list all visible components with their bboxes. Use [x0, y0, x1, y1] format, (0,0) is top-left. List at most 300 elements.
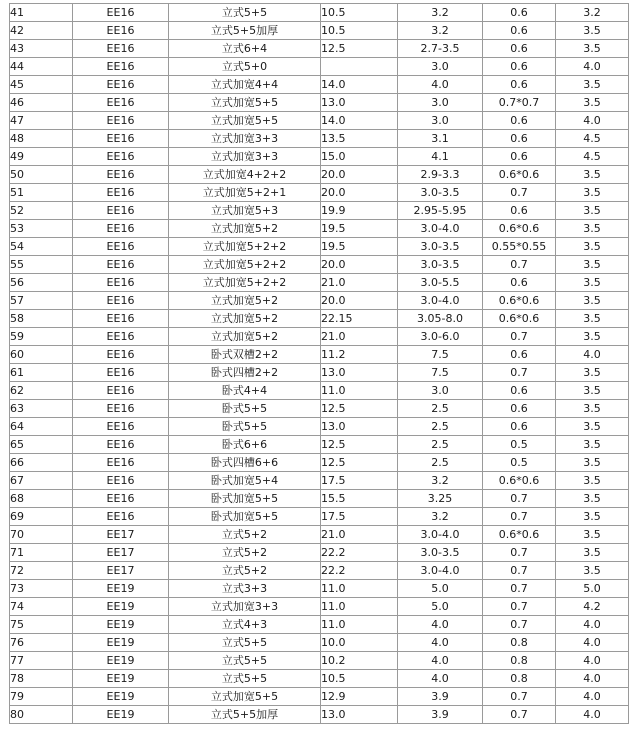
value-b-cell: 3.1 [398, 130, 483, 148]
row-number: 65 [10, 436, 73, 454]
value-b-cell: 3.2 [398, 4, 483, 22]
type-cell: 卧式5+5 [169, 400, 321, 418]
value-b-cell: 2.5 [398, 400, 483, 418]
type-cell: 卧式加宽5+5 [169, 490, 321, 508]
model-cell: EE19 [73, 706, 169, 724]
value-a-cell: 13.0 [321, 94, 398, 112]
type-cell: 立式加宽5+2 [169, 220, 321, 238]
model-cell: EE16 [73, 454, 169, 472]
value-b-cell: 3.0-3.5 [398, 184, 483, 202]
value-a-cell: 21.0 [321, 274, 398, 292]
table-row [10, 580, 629, 598]
model-cell: EE16 [73, 256, 169, 274]
model-cell: EE19 [73, 616, 169, 634]
value-b-cell: 5.0 [398, 598, 483, 616]
table-row [10, 148, 629, 166]
model-cell: EE16 [73, 148, 169, 166]
table-row [10, 418, 629, 436]
type-cell: 立式加宽5+2+1 [169, 184, 321, 202]
value-d-cell: 3.5 [556, 94, 629, 112]
value-b-cell: 3.25 [398, 490, 483, 508]
value-b-cell: 3.0-3.5 [398, 256, 483, 274]
value-c-cell: 0.6 [483, 22, 556, 40]
type-cell: 立式加宽3+3 [169, 598, 321, 616]
value-d-cell: 3.5 [556, 184, 629, 202]
table-row [10, 166, 629, 184]
value-c-cell: 0.55*0.55 [483, 238, 556, 256]
value-a-cell: 12.5 [321, 400, 398, 418]
row-number: 55 [10, 256, 73, 274]
value-b-cell: 3.0-4.0 [398, 220, 483, 238]
type-cell: 立式5+2 [169, 526, 321, 544]
row-number: 68 [10, 490, 73, 508]
model-cell: EE16 [73, 328, 169, 346]
value-c-cell: 0.6 [483, 346, 556, 364]
table-row [10, 562, 629, 580]
type-cell: 立式加宽3+3 [169, 130, 321, 148]
row-number: 78 [10, 670, 73, 688]
value-b-cell: 3.0-3.5 [398, 238, 483, 256]
row-number: 50 [10, 166, 73, 184]
type-cell: 立式加宽5+2+2 [169, 256, 321, 274]
value-a-cell: 13.5 [321, 130, 398, 148]
value-d-cell: 3.5 [556, 490, 629, 508]
value-b-cell: 3.0-6.0 [398, 328, 483, 346]
row-number: 51 [10, 184, 73, 202]
model-cell: EE19 [73, 634, 169, 652]
value-c-cell: 0.6 [483, 112, 556, 130]
table-row [10, 346, 629, 364]
value-a-cell: 13.0 [321, 418, 398, 436]
value-b-cell: 3.0-3.5 [398, 544, 483, 562]
value-b-cell: 2.5 [398, 454, 483, 472]
value-c-cell: 0.7 [483, 688, 556, 706]
table-row [10, 652, 629, 670]
value-b-cell: 3.0-4.0 [398, 562, 483, 580]
value-c-cell: 0.6 [483, 4, 556, 22]
type-cell: 卧式5+5 [169, 418, 321, 436]
model-cell: EE16 [73, 364, 169, 382]
value-b-cell: 4.0 [398, 670, 483, 688]
type-cell: 卧式双槽2+2 [169, 346, 321, 364]
value-a-cell: 11.0 [321, 598, 398, 616]
value-d-cell: 4.0 [556, 58, 629, 76]
value-a-cell: 15.0 [321, 148, 398, 166]
model-cell: EE17 [73, 526, 169, 544]
value-d-cell: 3.5 [556, 562, 629, 580]
value-a-cell: 19.5 [321, 238, 398, 256]
value-a-cell: 13.0 [321, 706, 398, 724]
model-cell: EE17 [73, 562, 169, 580]
value-a-cell: 21.0 [321, 328, 398, 346]
type-cell: 立式5+5加厚 [169, 22, 321, 40]
model-cell: EE16 [73, 382, 169, 400]
model-cell: EE16 [73, 184, 169, 202]
value-c-cell: 0.7 [483, 328, 556, 346]
value-c-cell: 0.6 [483, 202, 556, 220]
value-c-cell: 0.7 [483, 184, 556, 202]
value-c-cell: 0.7 [483, 508, 556, 526]
value-c-cell: 0.7 [483, 706, 556, 724]
value-b-cell: 3.0-4.0 [398, 292, 483, 310]
table-row [10, 238, 629, 256]
type-cell: 立式4+3 [169, 616, 321, 634]
type-cell: 立式5+2 [169, 544, 321, 562]
value-a-cell: 11.0 [321, 616, 398, 634]
type-cell: 立式加宽4+4 [169, 76, 321, 94]
spec-table [9, 3, 629, 724]
type-cell: 立式5+5 [169, 670, 321, 688]
value-c-cell: 0.6 [483, 40, 556, 58]
value-d-cell: 3.5 [556, 508, 629, 526]
value-d-cell: 3.5 [556, 40, 629, 58]
value-c-cell: 0.6 [483, 148, 556, 166]
value-d-cell: 3.5 [556, 436, 629, 454]
value-d-cell: 3.2 [556, 4, 629, 22]
model-cell: EE16 [73, 472, 169, 490]
type-cell: 立式5+0 [169, 58, 321, 76]
table-row [10, 112, 629, 130]
value-d-cell: 3.5 [556, 76, 629, 94]
table-body [10, 4, 629, 724]
value-d-cell: 4.2 [556, 598, 629, 616]
value-b-cell: 3.9 [398, 688, 483, 706]
table-row [10, 688, 629, 706]
table-row [10, 292, 629, 310]
value-d-cell: 3.5 [556, 400, 629, 418]
value-d-cell: 3.5 [556, 310, 629, 328]
type-cell: 卧式四槽2+2 [169, 364, 321, 382]
type-cell: 卧式四槽6+6 [169, 454, 321, 472]
table-row [10, 76, 629, 94]
type-cell: 立式5+5加厚 [169, 706, 321, 724]
type-cell: 立式5+5 [169, 634, 321, 652]
table-row [10, 472, 629, 490]
table-row [10, 256, 629, 274]
value-d-cell: 3.5 [556, 256, 629, 274]
value-c-cell: 0.6 [483, 76, 556, 94]
model-cell: EE19 [73, 688, 169, 706]
row-number: 77 [10, 652, 73, 670]
table-row [10, 454, 629, 472]
table-row [10, 526, 629, 544]
model-cell: EE16 [73, 292, 169, 310]
value-a-cell: 11.0 [321, 382, 398, 400]
value-b-cell: 3.9 [398, 706, 483, 724]
value-c-cell: 0.7 [483, 364, 556, 382]
value-b-cell: 3.0 [398, 94, 483, 112]
value-a-cell: 17.5 [321, 508, 398, 526]
value-d-cell: 3.5 [556, 274, 629, 292]
row-number: 44 [10, 58, 73, 76]
value-b-cell: 4.0 [398, 634, 483, 652]
value-c-cell: 0.7 [483, 562, 556, 580]
value-d-cell: 4.0 [556, 670, 629, 688]
row-number: 60 [10, 346, 73, 364]
type-cell: 立式加宽5+2+2 [169, 238, 321, 256]
type-cell: 立式加宽4+2+2 [169, 166, 321, 184]
row-number: 72 [10, 562, 73, 580]
value-d-cell: 4.0 [556, 634, 629, 652]
model-cell: EE19 [73, 598, 169, 616]
table-row [10, 202, 629, 220]
table-row [10, 328, 629, 346]
table-row [10, 4, 629, 22]
value-d-cell: 3.5 [556, 202, 629, 220]
value-b-cell: 4.1 [398, 148, 483, 166]
table-row [10, 40, 629, 58]
model-cell: EE16 [73, 130, 169, 148]
model-cell: EE19 [73, 580, 169, 598]
model-cell: EE16 [73, 310, 169, 328]
row-number: 59 [10, 328, 73, 346]
table-row [10, 490, 629, 508]
table-row [10, 598, 629, 616]
value-b-cell: 3.0-5.5 [398, 274, 483, 292]
value-d-cell: 3.5 [556, 166, 629, 184]
value-a-cell: 19.5 [321, 220, 398, 238]
table-row [10, 616, 629, 634]
row-number: 43 [10, 40, 73, 58]
value-a-cell: 12.5 [321, 436, 398, 454]
value-b-cell: 4.0 [398, 76, 483, 94]
value-d-cell: 4.0 [556, 688, 629, 706]
row-number: 75 [10, 616, 73, 634]
table-row [10, 508, 629, 526]
model-cell: EE16 [73, 508, 169, 526]
value-a-cell: 15.5 [321, 490, 398, 508]
table-row [10, 436, 629, 454]
table-row [10, 382, 629, 400]
value-a-cell: 11.2 [321, 346, 398, 364]
value-d-cell: 4.5 [556, 148, 629, 166]
row-number: 53 [10, 220, 73, 238]
value-c-cell: 0.6*0.6 [483, 526, 556, 544]
value-a-cell: 20.0 [321, 256, 398, 274]
value-a-cell: 22.2 [321, 562, 398, 580]
row-number: 76 [10, 634, 73, 652]
table-row [10, 184, 629, 202]
value-c-cell: 0.8 [483, 670, 556, 688]
table-row [10, 706, 629, 724]
value-b-cell: 2.5 [398, 418, 483, 436]
type-cell: 卧式4+4 [169, 382, 321, 400]
value-b-cell: 7.5 [398, 346, 483, 364]
row-number: 48 [10, 130, 73, 148]
value-d-cell: 3.5 [556, 544, 629, 562]
model-cell: EE16 [73, 166, 169, 184]
type-cell: 立式6+4 [169, 40, 321, 58]
value-a-cell [321, 58, 398, 76]
value-d-cell: 4.0 [556, 706, 629, 724]
table-row [10, 670, 629, 688]
type-cell: 立式加宽3+3 [169, 148, 321, 166]
value-c-cell: 0.6 [483, 58, 556, 76]
value-c-cell: 0.7*0.7 [483, 94, 556, 112]
value-c-cell: 0.6*0.6 [483, 472, 556, 490]
row-number: 67 [10, 472, 73, 490]
value-a-cell: 14.0 [321, 112, 398, 130]
row-number: 64 [10, 418, 73, 436]
row-number: 71 [10, 544, 73, 562]
value-d-cell: 3.5 [556, 364, 629, 382]
type-cell: 立式5+5 [169, 652, 321, 670]
value-a-cell: 20.0 [321, 166, 398, 184]
value-c-cell: 0.7 [483, 544, 556, 562]
table-row [10, 94, 629, 112]
row-number: 66 [10, 454, 73, 472]
value-c-cell: 0.6 [483, 130, 556, 148]
table-row [10, 544, 629, 562]
value-b-cell: 3.0 [398, 112, 483, 130]
value-b-cell: 3.2 [398, 508, 483, 526]
table-row [10, 58, 629, 76]
value-d-cell: 4.0 [556, 652, 629, 670]
value-a-cell: 17.5 [321, 472, 398, 490]
value-a-cell: 12.5 [321, 454, 398, 472]
row-number: 58 [10, 310, 73, 328]
model-cell: EE19 [73, 670, 169, 688]
table-row [10, 400, 629, 418]
row-number: 57 [10, 292, 73, 310]
value-a-cell: 13.0 [321, 364, 398, 382]
type-cell: 立式5+2 [169, 562, 321, 580]
value-b-cell: 4.0 [398, 652, 483, 670]
value-d-cell: 3.5 [556, 328, 629, 346]
row-number: 47 [10, 112, 73, 130]
value-b-cell: 2.9-3.3 [398, 166, 483, 184]
table-row [10, 220, 629, 238]
value-d-cell: 5.0 [556, 580, 629, 598]
value-a-cell: 22.15 [321, 310, 398, 328]
value-d-cell: 3.5 [556, 22, 629, 40]
value-c-cell: 0.6*0.6 [483, 292, 556, 310]
row-number: 80 [10, 706, 73, 724]
model-cell: EE16 [73, 112, 169, 130]
model-cell: EE16 [73, 58, 169, 76]
value-a-cell: 20.0 [321, 184, 398, 202]
row-number: 74 [10, 598, 73, 616]
model-cell: EE16 [73, 238, 169, 256]
type-cell: 立式加宽5+2 [169, 310, 321, 328]
model-cell: EE16 [73, 4, 169, 22]
value-b-cell: 5.0 [398, 580, 483, 598]
value-a-cell: 10.0 [321, 634, 398, 652]
model-cell: EE16 [73, 202, 169, 220]
value-a-cell: 12.9 [321, 688, 398, 706]
value-a-cell: 20.0 [321, 292, 398, 310]
value-c-cell: 0.6*0.6 [483, 220, 556, 238]
type-cell: 立式加宽5+5 [169, 94, 321, 112]
table-row [10, 22, 629, 40]
value-a-cell: 10.5 [321, 670, 398, 688]
value-b-cell: 2.5 [398, 436, 483, 454]
model-cell: EE19 [73, 652, 169, 670]
type-cell: 立式加宽5+5 [169, 112, 321, 130]
row-number: 56 [10, 274, 73, 292]
row-number: 42 [10, 22, 73, 40]
model-cell: EE16 [73, 22, 169, 40]
value-b-cell: 3.0 [398, 382, 483, 400]
value-b-cell: 2.95-5.95 [398, 202, 483, 220]
type-cell: 卧式加宽5+4 [169, 472, 321, 490]
value-a-cell: 19.9 [321, 202, 398, 220]
value-b-cell: 3.2 [398, 22, 483, 40]
model-cell: EE16 [73, 274, 169, 292]
value-c-cell: 0.7 [483, 598, 556, 616]
value-a-cell: 21.0 [321, 526, 398, 544]
model-cell: EE16 [73, 346, 169, 364]
row-number: 63 [10, 400, 73, 418]
model-cell: EE16 [73, 40, 169, 58]
value-b-cell: 3.05-8.0 [398, 310, 483, 328]
value-c-cell: 0.6 [483, 274, 556, 292]
value-d-cell: 3.5 [556, 220, 629, 238]
value-d-cell: 4.0 [556, 616, 629, 634]
row-number: 46 [10, 94, 73, 112]
value-c-cell: 0.5 [483, 436, 556, 454]
value-a-cell: 10.2 [321, 652, 398, 670]
row-number: 54 [10, 238, 73, 256]
model-cell: EE16 [73, 76, 169, 94]
type-cell: 立式加宽5+3 [169, 202, 321, 220]
model-cell: EE16 [73, 220, 169, 238]
table-row [10, 364, 629, 382]
type-cell: 立式加宽5+2 [169, 328, 321, 346]
table-row [10, 310, 629, 328]
table-row [10, 274, 629, 292]
value-b-cell: 7.5 [398, 364, 483, 382]
value-d-cell: 4.0 [556, 346, 629, 364]
type-cell: 立式5+5 [169, 4, 321, 22]
value-c-cell: 0.7 [483, 256, 556, 274]
value-d-cell: 3.5 [556, 454, 629, 472]
row-number: 52 [10, 202, 73, 220]
type-cell: 立式加宽5+2 [169, 292, 321, 310]
model-cell: EE16 [73, 490, 169, 508]
model-cell: EE17 [73, 544, 169, 562]
value-c-cell: 0.6*0.6 [483, 166, 556, 184]
type-cell: 立式加宽5+5 [169, 688, 321, 706]
row-number: 79 [10, 688, 73, 706]
value-b-cell: 4.0 [398, 616, 483, 634]
value-c-cell: 0.7 [483, 580, 556, 598]
value-d-cell: 3.5 [556, 472, 629, 490]
row-number: 45 [10, 76, 73, 94]
value-c-cell: 0.7 [483, 490, 556, 508]
value-b-cell: 3.0-4.0 [398, 526, 483, 544]
row-number: 73 [10, 580, 73, 598]
value-c-cell: 0.6 [483, 382, 556, 400]
value-c-cell: 0.7 [483, 616, 556, 634]
row-number: 62 [10, 382, 73, 400]
value-a-cell: 14.0 [321, 76, 398, 94]
value-c-cell: 0.6*0.6 [483, 310, 556, 328]
value-c-cell: 0.6 [483, 400, 556, 418]
value-d-cell: 3.5 [556, 238, 629, 256]
row-number: 41 [10, 4, 73, 22]
table-row [10, 130, 629, 148]
row-number: 49 [10, 148, 73, 166]
row-number: 70 [10, 526, 73, 544]
value-a-cell: 12.5 [321, 40, 398, 58]
value-c-cell: 0.8 [483, 634, 556, 652]
type-cell: 卧式加宽5+5 [169, 508, 321, 526]
type-cell: 卧式6+6 [169, 436, 321, 454]
value-a-cell: 10.5 [321, 4, 398, 22]
model-cell: EE16 [73, 400, 169, 418]
value-b-cell: 3.2 [398, 472, 483, 490]
